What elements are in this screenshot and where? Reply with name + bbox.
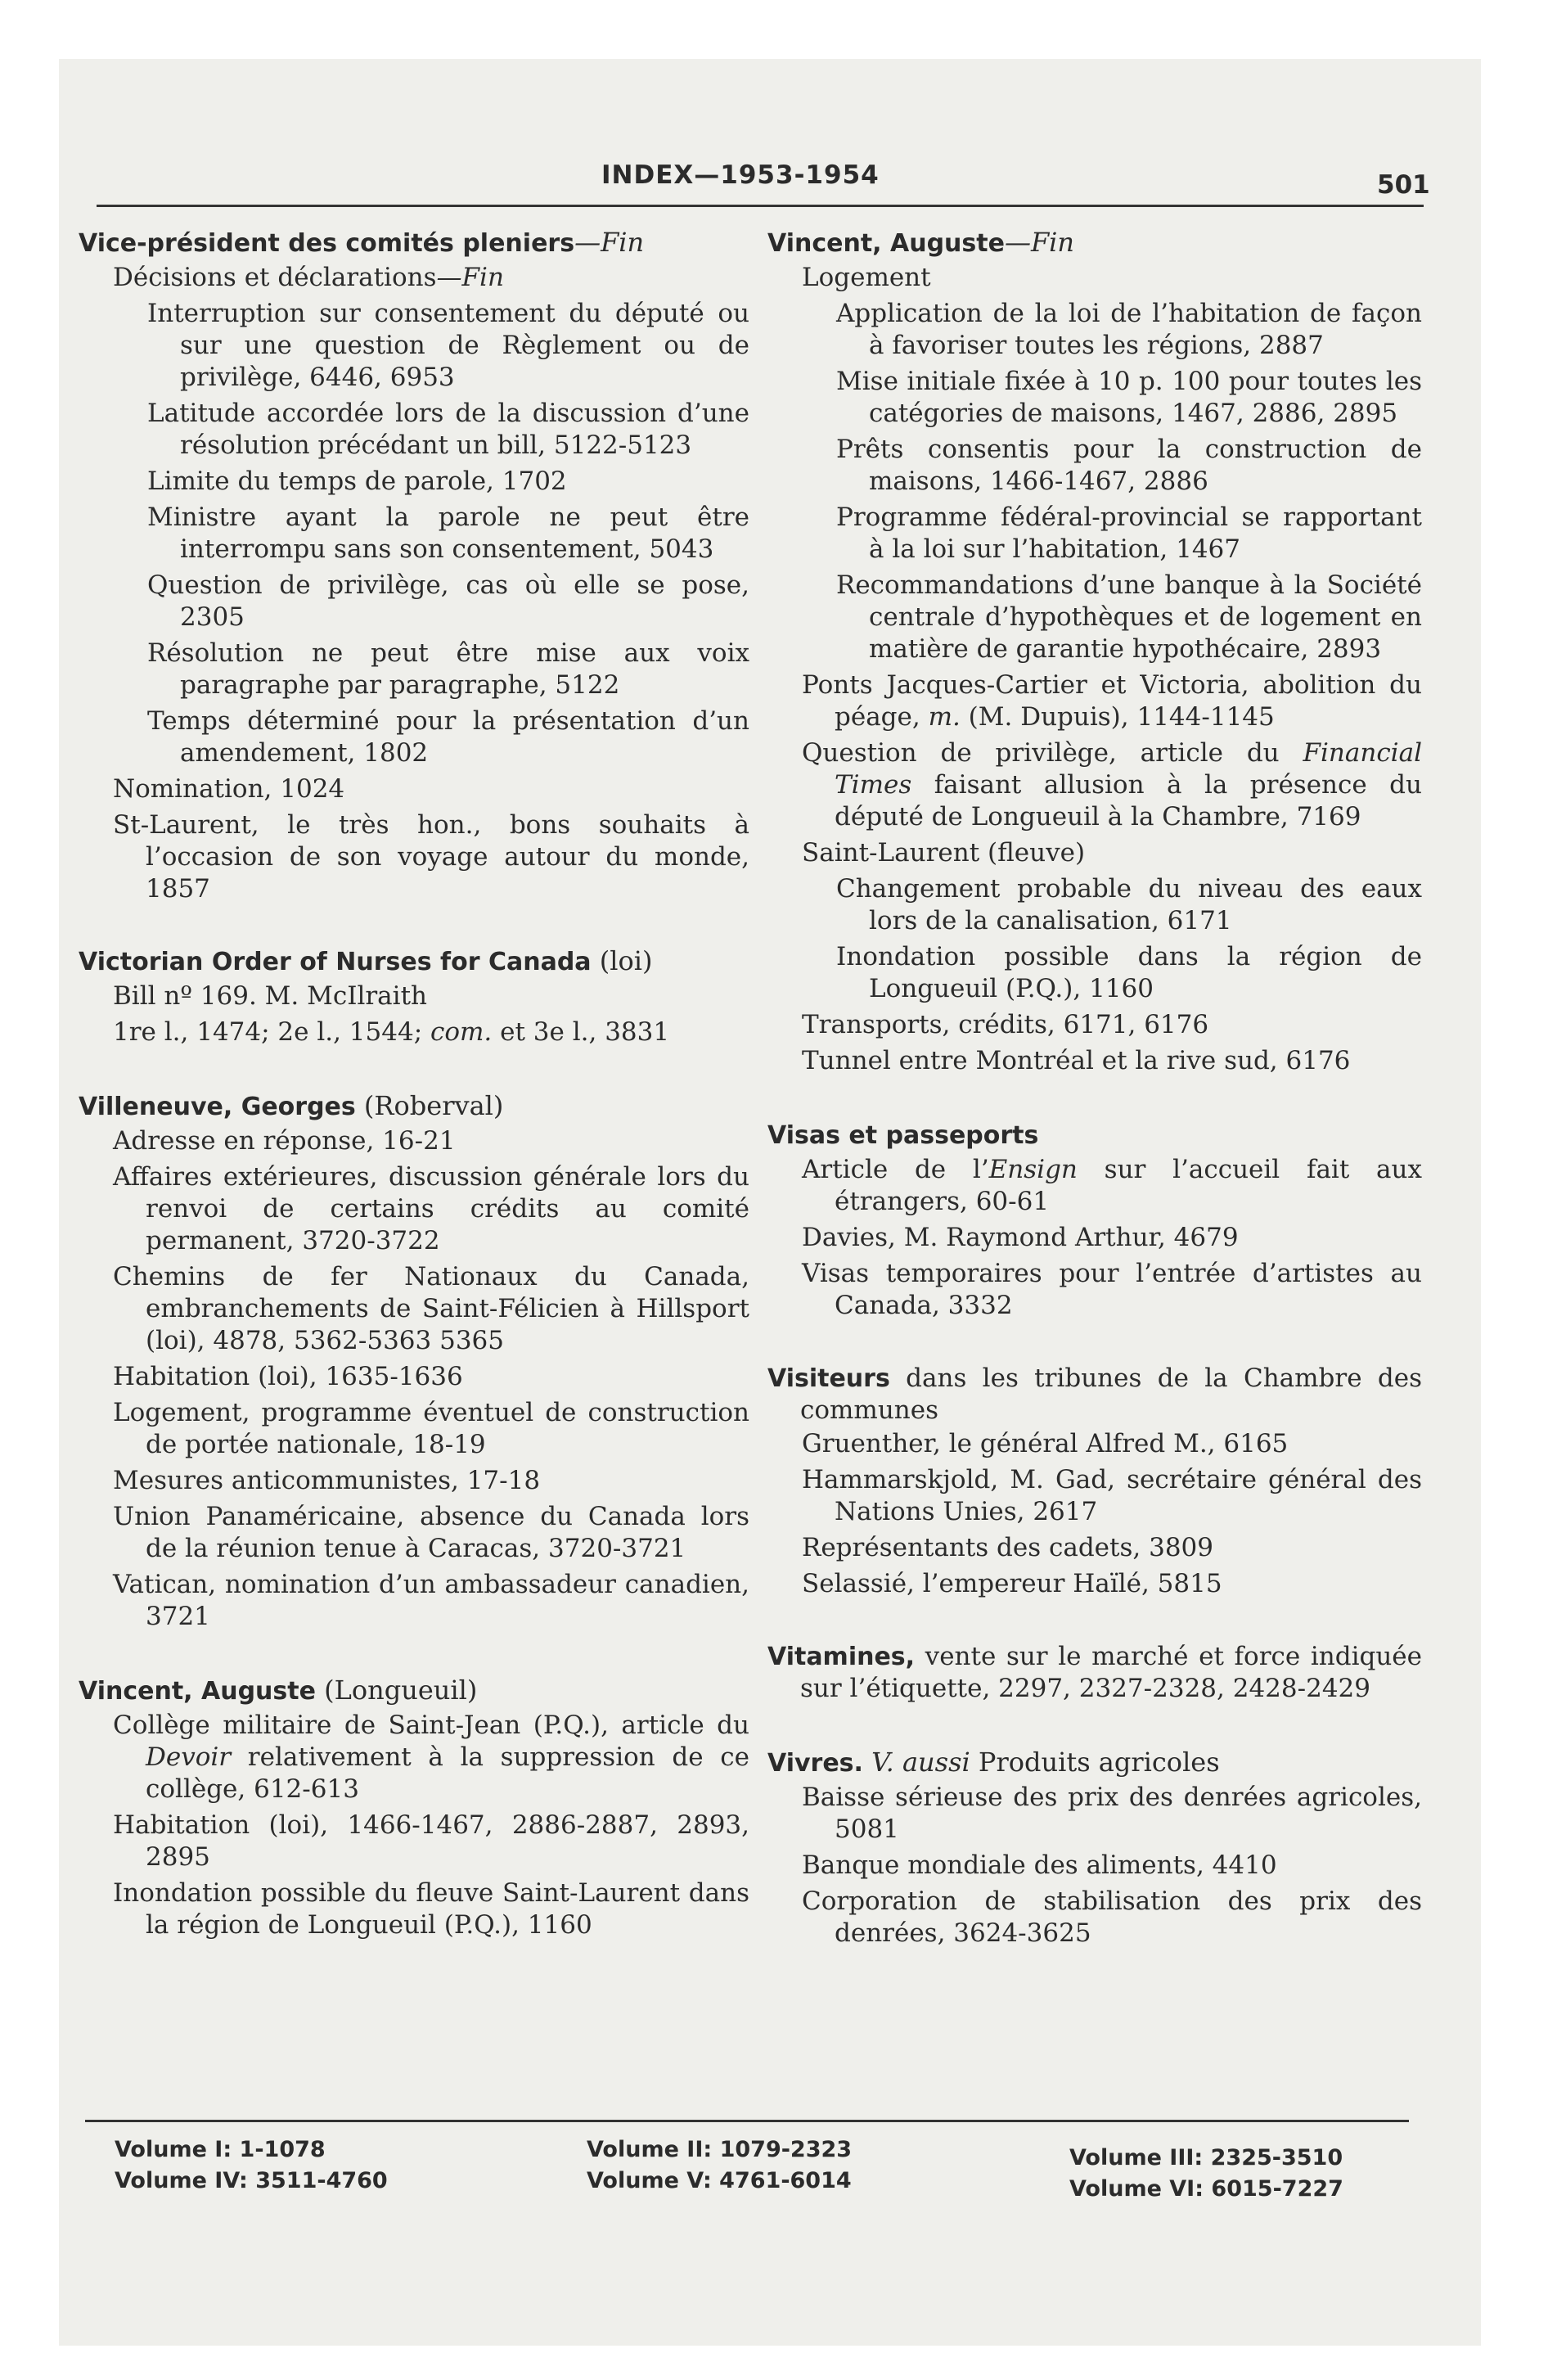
subentry: Bill nº 169. M. McIlraith xyxy=(113,981,428,1011)
subentry: St-Laurent, le très hon., bons souhaits à l’occasion de son voyage autour du monde, 1857 xyxy=(113,810,749,904)
volume-range: Volume I: 1-1078 xyxy=(115,2137,326,2162)
index-entry xyxy=(767,1641,1422,1705)
entry-heading: Vincent, Auguste (Longueuil) xyxy=(79,1675,478,1706)
volume-range: Volume VI: 6015-7227 xyxy=(1069,2176,1343,2202)
subentry: Visas temporaires pour l’entrée d’artistes au Canada, 3332 xyxy=(802,1259,1422,1320)
subentry: Affaires extérieures, discussion générale lors du renvoi de certains crédits au comité permanent, 3720-3722 xyxy=(113,1162,749,1255)
right-column xyxy=(767,226,1422,1990)
subentry: Recommandations d’une banque à la Société centrale d’hypothèques et de logement en matière de garantie hypothécaire, 2893 xyxy=(836,570,1422,664)
subentry: Programme fédéral-provincial se rapportant à la loi sur l’habitation, 1467 xyxy=(836,503,1422,564)
subentry: Nomination, 1024 xyxy=(113,774,345,804)
subentry: Habitation (loi), 1635-1636 xyxy=(113,1362,463,1391)
subentry: Vatican, nomination d’un ambassadeur canadien, 3721 xyxy=(113,1570,749,1631)
subentry: Mesures anticommunistes, 17-18 xyxy=(113,1466,541,1495)
index-entry xyxy=(79,226,749,905)
subentry: Davies, M. Raymond Arthur, 4679 xyxy=(802,1223,1239,1252)
entry-heading: Vincent, Auguste—Fin xyxy=(767,227,1074,258)
running-header: INDEX—1953-1954 xyxy=(601,160,880,190)
index-entry xyxy=(767,1363,1422,1600)
subentry: Banque mondiale des aliments, 4410 xyxy=(802,1850,1277,1880)
entry-heading: Vice-président des comités pleniers—Fin xyxy=(79,227,645,258)
index-entry xyxy=(767,226,1422,1077)
subentry: Limite du temps de parole, 1702 xyxy=(147,467,567,496)
footer-rule xyxy=(85,2120,1409,2122)
subentry: Latitude accordée lors de la discussion d’une résolution précédant un bill, 5122-5123 xyxy=(147,399,749,460)
subentry: Hammarskjold, M. Gad, secrétaire général des Nations Unies, 2617 xyxy=(802,1465,1422,1526)
entry-heading: Vitamines, vente sur le marché et force indiquée sur l’étiquette, 2297, 2327-2328, 2428-2429 xyxy=(767,1642,1422,1703)
volume-range: Volume IV: 3511-4760 xyxy=(115,2168,388,2193)
header-rule xyxy=(97,205,1424,207)
subentry: Logement, programme éventuel de construction de portée nationale, 18-19 xyxy=(113,1398,749,1459)
subentry: Logement xyxy=(802,263,931,292)
subentry: Corporation de stabilisation des prix des denrées, 3624-3625 xyxy=(802,1886,1422,1948)
entry-heading: Visiteurs dans les tribunes de la Chambre des communes xyxy=(767,1364,1422,1425)
subentry: Question de privilège, cas où elle se pose, 2305 xyxy=(147,570,749,632)
index-entry xyxy=(767,1746,1422,1950)
subentry: Ministre ayant la parole ne peut être interrompu sans son consentement, 5043 xyxy=(147,503,749,564)
subentry: Collège militaire de Saint-Jean (P.Q.), article du Devoir relativement à la suppression de ce collège, 612-613 xyxy=(113,1711,749,1804)
subentry: Ponts Jacques-Cartier et Victoria, abolition du péage, m. (M. Dupuis), 1144-1145 xyxy=(802,670,1422,732)
index-entry xyxy=(79,944,749,1048)
subentry: Inondation possible dans la région de Longueuil (P.Q.), 1160 xyxy=(836,942,1422,1003)
subentry: Article de l’Ensign sur l’accueil fait aux étrangers, 60-61 xyxy=(802,1155,1422,1216)
index-entry xyxy=(767,1118,1422,1322)
page-number: 501 xyxy=(1377,170,1430,200)
subentry: Représentants des cadets, 3809 xyxy=(802,1533,1213,1562)
subentry: Décisions et déclarations—Fin xyxy=(113,263,504,292)
volume-legend xyxy=(1069,2143,1343,2205)
subentry: Gruenther, le général Alfred M., 6165 xyxy=(802,1429,1289,1458)
volume-range: Volume II: 1079-2323 xyxy=(587,2137,853,2162)
subentry: Prêts consentis pour la construction de maisons, 1466-1467, 2886 xyxy=(836,435,1422,496)
subentry: Changement probable du niveau des eaux lors de la canalisation, 6171 xyxy=(836,874,1422,935)
left-column xyxy=(79,226,749,1982)
entry-heading: Villeneuve, Georges (Roberval) xyxy=(79,1090,504,1121)
subentry: Chemins de fer Nationaux du Canada, embranchements de Saint-Félicien à Hillsport (loi), 4878, 5362-5363 5365 xyxy=(113,1262,749,1355)
volume-legend xyxy=(115,2134,388,2197)
volume-range: Volume V: 4761-6014 xyxy=(587,2168,852,2193)
subentry: Union Panaméricaine, absence du Canada lors de la réunion tenue à Caracas, 3720-3721 xyxy=(113,1502,749,1563)
subentry: Habitation (loi), 1466-1467, 2886-2887, 2893, 2895 xyxy=(113,1810,749,1872)
volume-range: Volume III: 2325-3510 xyxy=(1069,2145,1343,2170)
subentry: Baisse sérieuse des prix des denrées agricoles, 5081 xyxy=(802,1783,1422,1844)
subentry: Temps déterminé pour la présentation d’un amendement, 1802 xyxy=(147,706,749,768)
subentry: Interruption sur consentement du député ou sur une question de Règlement ou de privilège, 6446, 6953 xyxy=(147,299,749,392)
subentry: 1re l., 1474; 2e l., 1544; com. et 3e l., 3831 xyxy=(113,1017,670,1047)
subentry: Selassié, l’empereur Haïlé, 5815 xyxy=(802,1569,1222,1598)
subentry: Saint-Laurent (fleuve) xyxy=(802,838,1086,868)
subentry: Tunnel entre Montréal et la rive sud, 6176 xyxy=(802,1046,1351,1075)
subentry: Question de privilège, article du Financial Times faisant allusion à la présence du député de Longueuil à la Chambre, 7169 xyxy=(802,738,1422,832)
entry-heading: Vivres. V. aussi Produits agricoles xyxy=(767,1747,1220,1778)
subentry: Adresse en réponse, 16-21 xyxy=(113,1126,456,1156)
entry-heading: Visas et passeports xyxy=(767,1121,1039,1150)
subentry: Mise initiale fixée à 10 p. 100 pour toutes les catégories de maisons, 1467, 2886, 2895 xyxy=(836,367,1422,428)
subentry: Inondation possible du fleuve Saint-Laurent dans la région de Longueuil (P.Q.), 1160 xyxy=(113,1878,749,1940)
volume-legend xyxy=(587,2134,852,2197)
entry-heading: Victorian Order of Nurses for Canada (loi) xyxy=(79,945,653,976)
subentry: Application de la loi de l’habitation de façon à favoriser toutes les régions, 2887 xyxy=(836,299,1422,360)
subentry: Résolution ne peut être mise aux voix paragraphe par paragraphe, 5122 xyxy=(147,638,749,700)
index-entry xyxy=(79,1089,749,1633)
index-entry xyxy=(79,1674,749,1941)
subentry: Transports, crédits, 6171, 6176 xyxy=(802,1010,1209,1039)
